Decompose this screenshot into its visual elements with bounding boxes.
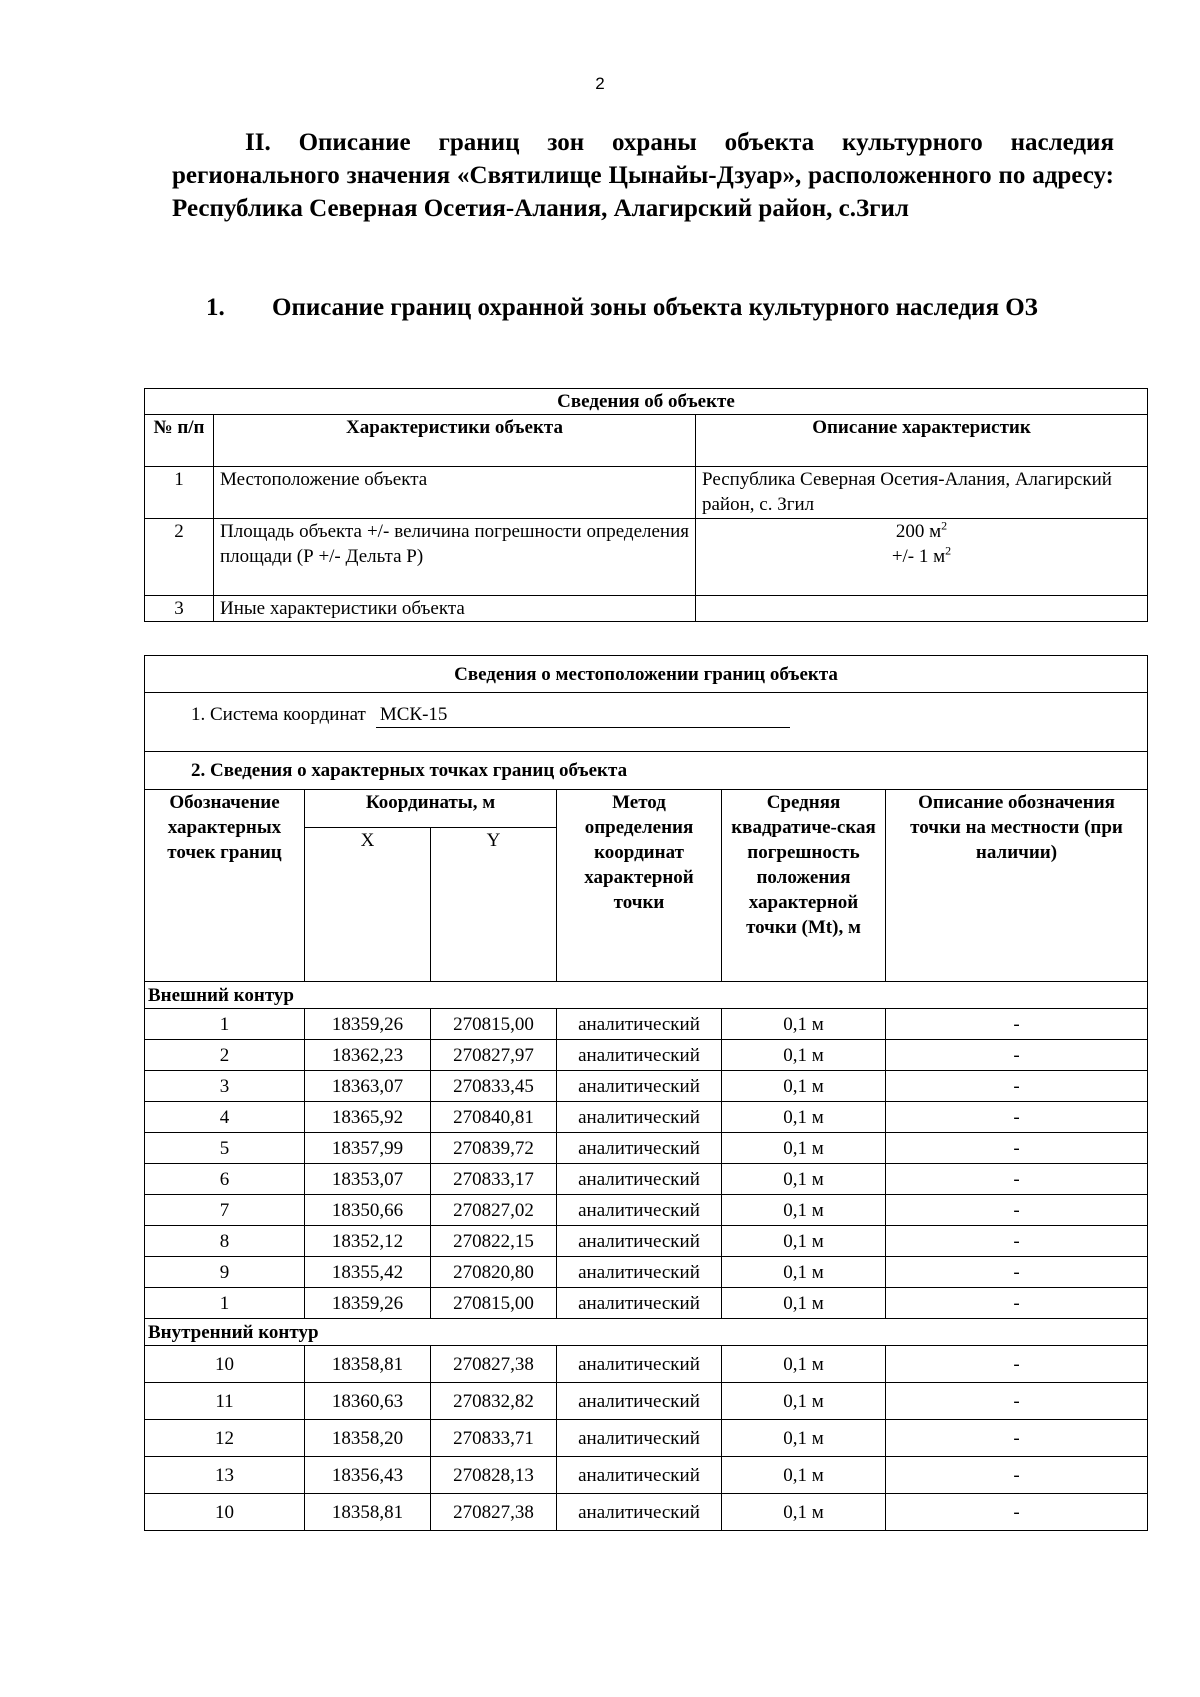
point-description: -: [886, 1009, 1148, 1040]
header-description: Описание характеристик: [696, 415, 1148, 467]
method: аналитический: [557, 1383, 722, 1420]
point-number: 10: [145, 1346, 305, 1383]
error-value: 0,1 м: [722, 1257, 886, 1288]
method: аналитический: [557, 1420, 722, 1457]
outer-contour-rows: [145, 1009, 1148, 1319]
error-value: 0,1 м: [722, 1494, 886, 1531]
coord-x: 18365,92: [305, 1102, 431, 1133]
coord-system-value: МСК-15: [376, 702, 790, 728]
coord-x: 18358,81: [305, 1346, 431, 1383]
table-row: [145, 1040, 1148, 1071]
coord-y: 270815,00: [431, 1009, 557, 1040]
coord-system-label: 1. Система координат: [191, 704, 366, 725]
method: аналитический: [557, 1195, 722, 1226]
coord-y: 270833,17: [431, 1164, 557, 1195]
coord-x: 18350,66: [305, 1195, 431, 1226]
section-number: 1.: [206, 294, 225, 321]
point-description: -: [886, 1457, 1148, 1494]
coord-y: 270827,02: [431, 1195, 557, 1226]
table-row: [145, 1494, 1148, 1531]
row-name: Местоположение объекта: [214, 467, 696, 519]
error-value: 0,1 м: [722, 1226, 886, 1257]
method: аналитический: [557, 1346, 722, 1383]
coord-x: 18358,81: [305, 1494, 431, 1531]
point-number: 12: [145, 1420, 305, 1457]
point-number: 11: [145, 1383, 305, 1420]
point-number: 1: [145, 1288, 305, 1319]
coord-y: 270820,80: [431, 1257, 557, 1288]
point-number: 4: [145, 1102, 305, 1133]
coord-x: 18359,26: [305, 1288, 431, 1319]
point-number: 8: [145, 1226, 305, 1257]
section-title: Описание границ охранной зоны объекта культурного наследия ОЗ: [272, 294, 1038, 321]
coord-x: 18360,63: [305, 1383, 431, 1420]
header-x: X: [305, 828, 431, 982]
coord-x: 18357,99: [305, 1133, 431, 1164]
area-error-sup: 2: [945, 543, 952, 558]
row-number: 2: [145, 519, 214, 596]
method: аналитический: [557, 1257, 722, 1288]
point-description: -: [886, 1071, 1148, 1102]
boundary-table-title: Сведения о местоположении границ объекта: [145, 656, 1148, 693]
point-description: -: [886, 1102, 1148, 1133]
header-designation: Обозначение характерных точек границ: [145, 790, 305, 982]
document-heading: II. Описание границ зон охраны объекта культурного наследия регионального значения «Святилище Цынайы-Дзуар», расположенного по адресу: Республика Северная Осетия-Алания, Алагирский район, с.Згил: [172, 129, 1114, 222]
outer-contour-label: Внешний контур: [145, 982, 1148, 1009]
coord-x: 18352,12: [305, 1226, 431, 1257]
method: аналитический: [557, 1457, 722, 1494]
method: аналитический: [557, 1040, 722, 1071]
point-description: -: [886, 1383, 1148, 1420]
coord-y: 270833,45: [431, 1071, 557, 1102]
row-number: 3: [145, 596, 214, 622]
method: аналитический: [557, 1133, 722, 1164]
inner-contour-label: Внутренний контур: [145, 1319, 1148, 1346]
point-description: -: [886, 1226, 1148, 1257]
object-row: [145, 467, 1148, 519]
table-row: [145, 1071, 1148, 1102]
point-number: 5: [145, 1133, 305, 1164]
coord-x: 18359,26: [305, 1009, 431, 1040]
table-row: [145, 1226, 1148, 1257]
point-number: 13: [145, 1457, 305, 1494]
boundary-table: [144, 655, 1148, 1531]
row-name: Иные характеристики объекта: [214, 596, 696, 622]
method: аналитический: [557, 1494, 722, 1531]
object-row: [145, 596, 1148, 622]
header-error: Средняя квадратиче-ская погрешность положения характерной точки (Mt), м: [722, 790, 886, 982]
coord-x: 18363,07: [305, 1071, 431, 1102]
method: аналитический: [557, 1009, 722, 1040]
error-value: 0,1 м: [722, 1164, 886, 1195]
area-value: 200 м: [895, 521, 942, 542]
area-error: +/- 1 м: [891, 546, 946, 567]
table-row: [145, 1195, 1148, 1226]
coord-y: 270832,82: [431, 1383, 557, 1420]
error-value: 0,1 м: [722, 1040, 886, 1071]
coord-y: 270839,72: [431, 1133, 557, 1164]
point-description: -: [886, 1494, 1148, 1531]
table-row: [145, 1346, 1148, 1383]
error-value: 0,1 м: [722, 1195, 886, 1226]
coord-x: 18356,43: [305, 1457, 431, 1494]
error-value: 0,1 м: [722, 1420, 886, 1457]
coord-y: 270815,00: [431, 1288, 557, 1319]
header-characteristics: Характеристики объекта: [214, 415, 696, 467]
coord-y: 270833,71: [431, 1420, 557, 1457]
point-description: -: [886, 1257, 1148, 1288]
method: аналитический: [557, 1226, 722, 1257]
coord-y: 270822,15: [431, 1226, 557, 1257]
row-desc: Республика Северная Осетия-Алания, Алагирский район, с. Згил: [696, 467, 1148, 519]
error-value: 0,1 м: [722, 1071, 886, 1102]
header-point-description: Описание обозначения точки на местности (при наличии): [886, 790, 1148, 982]
object-row: [145, 519, 1148, 596]
table-row: [145, 1457, 1148, 1494]
header-method: Метод определения координат характерной точки: [557, 790, 722, 982]
header-number: № п/п: [145, 415, 214, 467]
method: аналитический: [557, 1071, 722, 1102]
point-description: -: [886, 1288, 1148, 1319]
point-number: 10: [145, 1494, 305, 1531]
point-description: -: [886, 1346, 1148, 1383]
point-number: 6: [145, 1164, 305, 1195]
point-description: -: [886, 1195, 1148, 1226]
header-coords: Координаты, м: [305, 790, 557, 828]
row-desc: [696, 519, 1148, 596]
error-value: 0,1 м: [722, 1346, 886, 1383]
coord-x: 18355,42: [305, 1257, 431, 1288]
points-title: 2. Сведения о характерных точках границ объекта: [145, 752, 1148, 790]
error-value: 0,1 м: [722, 1133, 886, 1164]
point-number: 7: [145, 1195, 305, 1226]
coord-x: 18362,23: [305, 1040, 431, 1071]
point-description: -: [886, 1040, 1148, 1071]
coord-x: 18358,20: [305, 1420, 431, 1457]
table-row: [145, 1009, 1148, 1040]
coord-y: 270827,97: [431, 1040, 557, 1071]
row-name: Площадь объекта +/- величина погрешности определения площади (Р +/- Дельта Р): [214, 519, 696, 596]
error-value: 0,1 м: [722, 1288, 886, 1319]
row-number: 1: [145, 467, 214, 519]
table-row: [145, 1164, 1148, 1195]
method: аналитический: [557, 1288, 722, 1319]
area-unit-sup: 2: [941, 518, 948, 533]
coord-y: 270827,38: [431, 1346, 557, 1383]
coord-y: 270840,81: [431, 1102, 557, 1133]
header-y: Y: [431, 828, 557, 982]
table-row: [145, 1257, 1148, 1288]
object-info-table: [144, 388, 1148, 622]
table-row: [145, 1102, 1148, 1133]
error-value: 0,1 м: [722, 1102, 886, 1133]
point-number: 2: [145, 1040, 305, 1071]
table-row: [145, 1383, 1148, 1420]
table-row: [145, 1133, 1148, 1164]
coord-y: 270828,13: [431, 1457, 557, 1494]
coord-y: 270827,38: [431, 1494, 557, 1531]
method: аналитический: [557, 1164, 722, 1195]
object-table-title: Сведения об объекте: [145, 389, 1148, 415]
page-number: 2: [595, 74, 605, 93]
coord-system-row: [145, 693, 1148, 752]
point-number: 9: [145, 1257, 305, 1288]
point-description: -: [886, 1133, 1148, 1164]
error-value: 0,1 м: [722, 1009, 886, 1040]
point-description: -: [886, 1420, 1148, 1457]
coord-x: 18353,07: [305, 1164, 431, 1195]
error-value: 0,1 м: [722, 1457, 886, 1494]
row-desc: [696, 596, 1148, 622]
table-row: [145, 1288, 1148, 1319]
point-description: -: [886, 1164, 1148, 1195]
table-row: [145, 1420, 1148, 1457]
point-number: 3: [145, 1071, 305, 1102]
inner-contour-rows: [145, 1346, 1148, 1531]
error-value: 0,1 м: [722, 1383, 886, 1420]
method: аналитический: [557, 1102, 722, 1133]
point-number: 1: [145, 1009, 305, 1040]
